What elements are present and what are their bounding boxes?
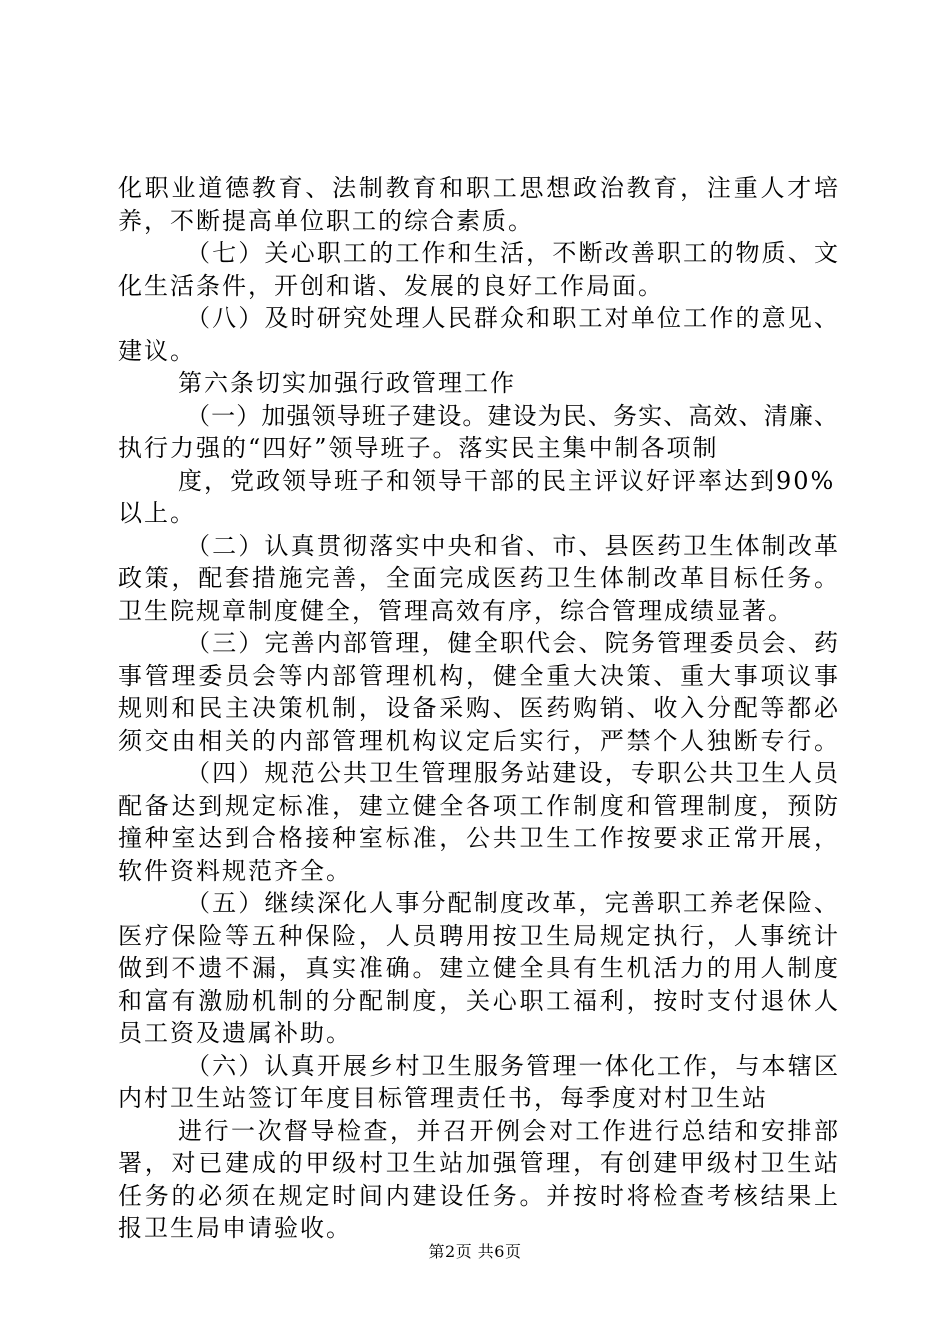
text-line: （二）认真贯彻落实中央和省、市、县医药卫生体制改革 bbox=[186, 531, 838, 560]
text-line: 员工资及遗属补助。 bbox=[118, 1019, 352, 1047]
text-line: 和富有激励机制的分配制度，关心职工福利，按时支付退休人 bbox=[118, 986, 838, 1015]
text-line: 内村卫生站签订年度目标管理责任书，每季度对村卫生站 bbox=[118, 1084, 768, 1112]
text-line: （七）关心职工的工作和生活，不断改善职工的物质、文 bbox=[186, 239, 838, 267]
text-line: （五）继续深化人事分配制度改革，完善职工养老保险、 bbox=[186, 889, 838, 917]
text-line: 做到不遗不漏，真实准确。建立健全具有生机活力的用人制度 bbox=[118, 954, 838, 982]
text-line: 化生活条件，开创和谐、发展的良好工作局面。 bbox=[118, 271, 664, 300]
text-line: （八）及时研究处理人民群众和职工对单位工作的意见、 bbox=[186, 304, 838, 332]
text-line: （六）认真开展乡村卫生服务管理一体化工作，与本辖区 bbox=[186, 1051, 838, 1080]
text-line: （四）规范公共卫生管理服务站建设，专职公共卫生人员 bbox=[186, 759, 838, 787]
text-line: 须交由相关的内部管理机构议定后实行，严禁个人独断专行。 bbox=[118, 726, 838, 755]
text-line: 医疗保险等五种保险，人员聘用按卫生局规定执行，人事统计 bbox=[118, 921, 838, 950]
document-body bbox=[118, 172, 838, 1245]
text-line: 规则和民主决策机制，设备采购、医药购销、收入分配等都必 bbox=[118, 694, 838, 722]
text-line: 报卫生局申请验收。 bbox=[118, 1214, 352, 1242]
text-line: 任务的必须在规定时间内建设任务。并按时将检查考核结果上 bbox=[118, 1181, 838, 1210]
text-line: 进行一次督导检查，并召开例会对工作进行总结和安排部 bbox=[178, 1116, 838, 1145]
section-heading: 第六条切实加强行政管理工作 bbox=[178, 369, 516, 397]
text-line: 养，不断提高单位职工的综合素质。 bbox=[118, 206, 534, 235]
text-line: 卫生院规章制度健全，管理高效有序，综合管理成绩显著。 bbox=[118, 596, 794, 625]
text-line: 配备达到规定标准，建立健全各项工作制度和管理制度，预防 bbox=[118, 791, 838, 820]
text-line: 执行力强的“四好”领导班子。落实民主集中制各项制 bbox=[118, 434, 719, 462]
text-line: 事管理委员会等内部管理机构，健全重大决策、重大事项议事 bbox=[118, 661, 838, 690]
text-line: （三）完善内部管理，健全职代会、院务管理委员会、药 bbox=[186, 629, 838, 657]
text-line: 以上。 bbox=[118, 499, 196, 527]
text-line: （一）加强领导班子建设。建设为民、务实、高效、清廉、 bbox=[186, 401, 838, 430]
text-line: 化职业道德教育、法制教育和职工思想政治教育，注重人才培 bbox=[118, 174, 838, 202]
text-line: 建议。 bbox=[118, 336, 196, 365]
text-line: 政策，配套措施完善，全面完成医药卫生体制改革目标任务。 bbox=[118, 564, 838, 592]
page-footer: 第2页 共6页 bbox=[428, 1242, 522, 1261]
text-line: 度，党政领导班子和领导干部的民主评议好评率达到90% bbox=[178, 466, 836, 495]
text-line: 署，对已建成的甲级村卫生站加强管理，有创建甲级村卫生站 bbox=[118, 1149, 838, 1177]
text-line: 撞种室达到合格接种室标准，公共卫生工作按要求正常开展， bbox=[118, 824, 838, 852]
text-line: 软件资料规范齐全。 bbox=[118, 856, 352, 885]
